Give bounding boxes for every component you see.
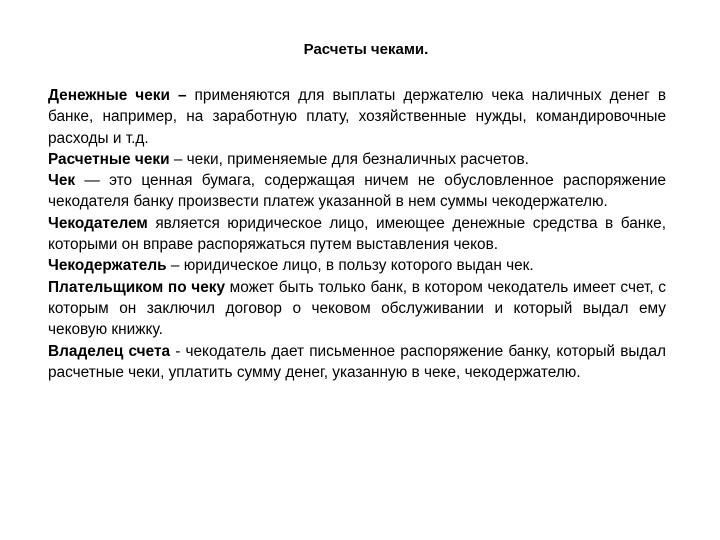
slide-body bbox=[48, 85, 666, 383]
term-cash-cheques: Денежные чеки – bbox=[48, 87, 187, 104]
definition-account-owner: - чекодатель дает письменное распоряжение банку, который выдал расчетные чеки, уплатить сумму денег, указанную в чеке, чекодержателю. bbox=[48, 342, 666, 381]
definition-cash-cheques: применяются для выплаты держателю чека наличных денег в банке, например, на заработную плату, хозяйственные нужды, командировочные расходы и т.д. bbox=[48, 87, 666, 147]
paragraph-settlement-cheques bbox=[48, 149, 666, 170]
definition-drawer: является юридическое лицо, имеющее денежные средства в банке, которыми он вправе распоряжаться путем выставления чеков. bbox=[48, 214, 666, 254]
term-payer: Плательщиком по чеку bbox=[48, 278, 226, 296]
paragraph-holder bbox=[48, 255, 666, 276]
term-settlement-cheques: Расчетные чеки bbox=[48, 150, 170, 168]
term-cheque: Чек bbox=[48, 172, 76, 190]
term-drawer: Чекодателем bbox=[48, 214, 148, 232]
paragraph-account-owner bbox=[48, 341, 666, 384]
definition-settlement-cheques: – чеки, применяемые для безналичных расчетов. bbox=[169, 150, 529, 168]
term-holder: Чекодержатель bbox=[48, 257, 167, 275]
definition-payer: может быть только банк, в котором чекодатель имеет счет, с которым он заключил договор о чековом обслуживании и который выдал ему чековую книжку. bbox=[48, 278, 666, 339]
term-account-owner: Владелец счета bbox=[48, 342, 171, 360]
paragraph-cash-cheques bbox=[48, 85, 666, 149]
slide-title: Расчеты чеками. bbox=[303, 41, 429, 58]
paragraph-payer bbox=[48, 277, 666, 341]
definition-cheque: — это ценная бумага, содержащая ничем не обусловленное распоряжение чекодателя банку произвести платеж указанной в нем суммы чекодержателю. bbox=[48, 172, 666, 211]
definition-holder: – юридическое лицо, в пользу которого выдан чек. bbox=[166, 257, 534, 275]
paragraph-cheque bbox=[48, 170, 666, 213]
paragraph-drawer bbox=[48, 213, 666, 256]
